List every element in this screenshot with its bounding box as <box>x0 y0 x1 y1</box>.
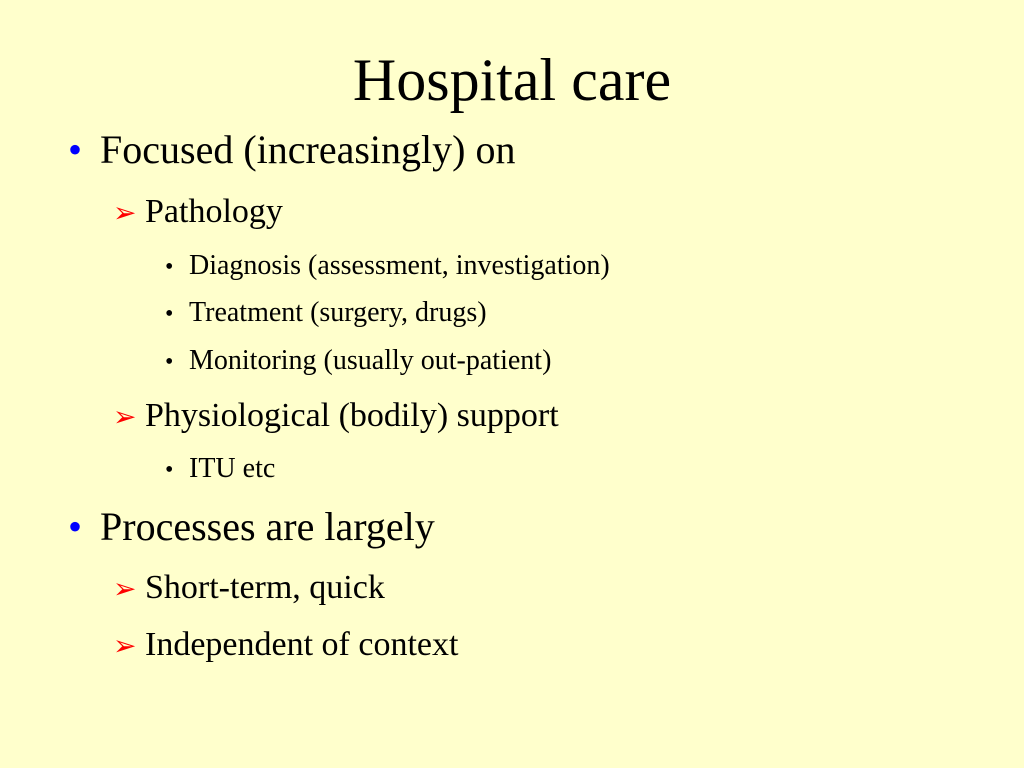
item-monitoring <box>165 344 551 379</box>
subbullet-text: Independent of context <box>145 626 459 663</box>
bullet-marker: • <box>68 504 83 549</box>
subbullet-text: Short-term, quick <box>145 569 385 606</box>
subbullet-physiological <box>113 396 559 438</box>
slide-title: Hospital care <box>352 47 672 113</box>
item-itu <box>165 452 275 487</box>
item-text: Diagnosis (assessment, investigation) <box>189 250 610 281</box>
subbullet-text: Physiological (bodily) support <box>145 397 559 434</box>
subbullet-independent <box>113 625 458 667</box>
item-treatment <box>165 296 487 331</box>
bullet-text: Processes are largely <box>100 504 435 549</box>
bullet-processes <box>68 503 435 551</box>
subbullet-short-term <box>113 568 385 610</box>
subbullet-pathology <box>113 192 283 234</box>
subbullet-text: Pathology <box>145 193 283 230</box>
arrow-bullet-icon: ➢ <box>113 631 137 662</box>
item-text: Treatment (surgery, drugs) <box>189 297 487 328</box>
arrow-bullet-icon: ➢ <box>113 574 137 605</box>
bullet-text: Focused (increasingly) on <box>100 127 516 172</box>
arrow-bullet-icon: ➢ <box>113 198 137 229</box>
item-diagnosis <box>165 249 610 284</box>
arrow-bullet-icon: ➢ <box>113 402 137 433</box>
item-text: ITU etc <box>189 453 276 484</box>
bullet-marker: • <box>165 301 174 327</box>
item-text: Monitoring (usually out-patient) <box>189 345 552 376</box>
bullet-focused <box>68 126 515 174</box>
bullet-marker: • <box>165 457 174 483</box>
bullet-marker: • <box>165 254 174 280</box>
bullet-marker: • <box>68 127 83 172</box>
bullet-marker: • <box>165 349 174 375</box>
